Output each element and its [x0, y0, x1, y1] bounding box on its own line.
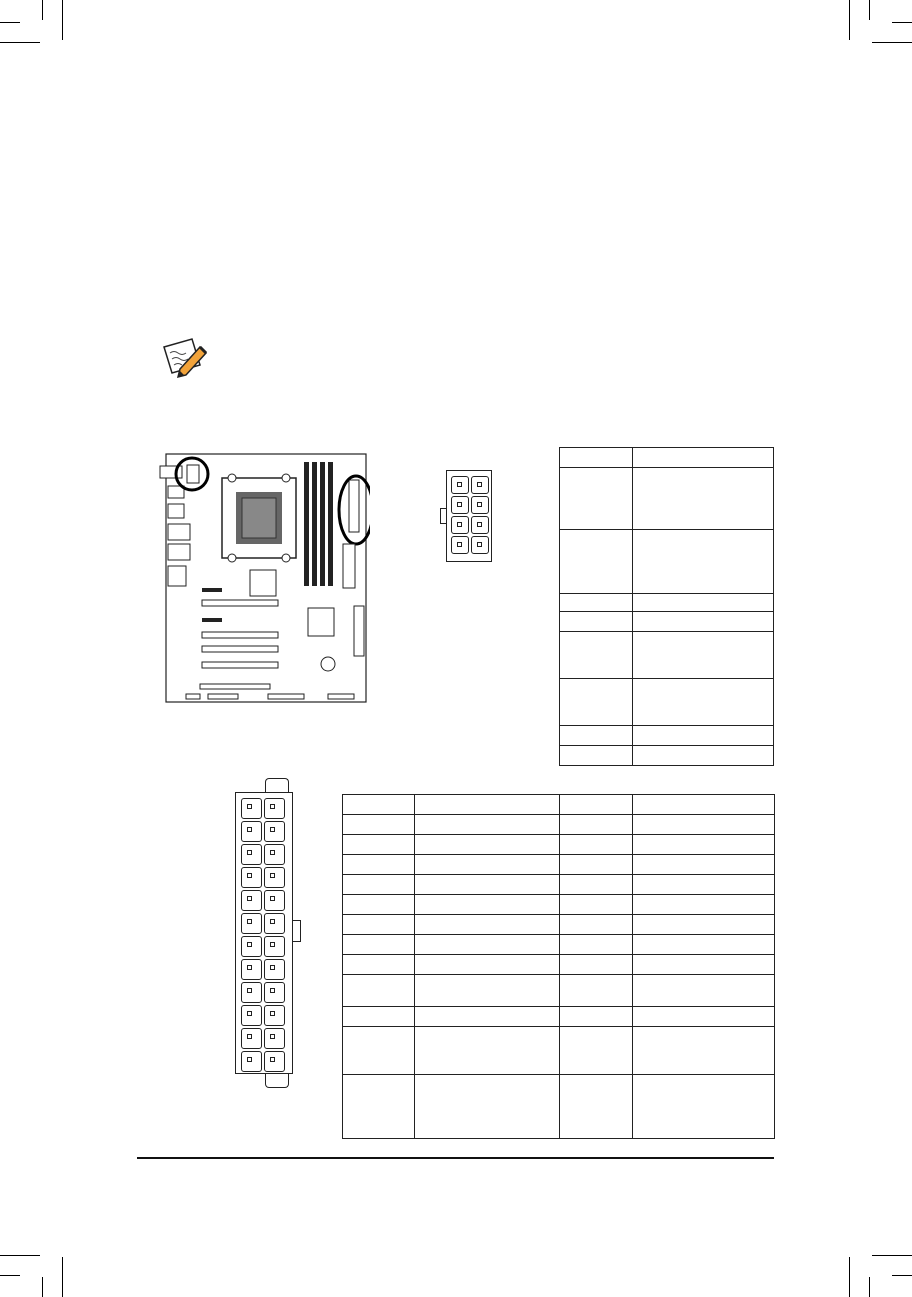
- pin: [241, 821, 262, 842]
- table-row: [560, 746, 774, 766]
- table-row: [560, 612, 774, 632]
- crop-mark: [42, 1277, 43, 1297]
- pin: [241, 936, 262, 957]
- table-row: [343, 835, 775, 855]
- table-row: [343, 935, 775, 955]
- pin: [241, 798, 262, 819]
- table-row: [343, 955, 775, 975]
- pencil-note-icon: [160, 335, 210, 379]
- table-row: [343, 895, 775, 915]
- pin: [241, 959, 262, 980]
- table-row: [343, 875, 775, 895]
- pin: [264, 890, 285, 911]
- pin: [264, 1051, 285, 1072]
- atx-12v-connector-diagram: [440, 470, 492, 562]
- pin: [264, 959, 285, 980]
- table-row: [343, 1027, 775, 1075]
- pin: [264, 844, 285, 865]
- crop-mark: [872, 42, 912, 43]
- pin: [264, 798, 285, 819]
- pin: [264, 1005, 285, 1026]
- pin: [241, 1005, 262, 1026]
- footer-rule: [137, 1157, 774, 1159]
- pin: [264, 936, 285, 957]
- pin: [241, 867, 262, 888]
- crop-mark: [849, 1257, 850, 1297]
- pin: [471, 476, 489, 494]
- table-row: [560, 726, 774, 746]
- pin: [264, 982, 285, 1003]
- pin: [451, 496, 469, 514]
- crop-mark: [62, 0, 63, 40]
- table-row: [560, 679, 774, 726]
- table-row: [560, 468, 774, 530]
- crop-mark: [872, 1255, 912, 1256]
- table-row: [560, 448, 774, 468]
- pin: [471, 536, 489, 554]
- table-row: [343, 815, 775, 835]
- crop-mark: [869, 0, 870, 20]
- crop-mark: [849, 0, 850, 40]
- crop-mark: [0, 22, 20, 23]
- crop-mark: [62, 1257, 63, 1297]
- table-row: [560, 530, 774, 594]
- table-row: [343, 855, 775, 875]
- table-row: [560, 594, 774, 612]
- pin: [241, 1051, 262, 1072]
- pin: [471, 496, 489, 514]
- pin: [241, 890, 262, 911]
- table-row: [343, 915, 775, 935]
- table-row: [343, 1075, 775, 1139]
- crop-mark: [0, 42, 40, 43]
- crop-mark: [42, 0, 43, 20]
- crop-mark: [869, 1277, 870, 1297]
- crop-mark: [892, 22, 912, 23]
- pin: [241, 844, 262, 865]
- table-row: [343, 1007, 775, 1027]
- pin: [241, 913, 262, 934]
- crop-mark: [0, 1255, 40, 1256]
- table-row: [343, 795, 775, 815]
- table-row: [560, 632, 774, 679]
- table-row: [343, 975, 775, 1007]
- pin: [241, 1028, 262, 1049]
- atx-main-pin-table: [342, 794, 775, 1139]
- pin: [471, 516, 489, 534]
- crop-mark: [892, 1275, 912, 1276]
- crop-mark: [0, 1275, 20, 1276]
- pin: [451, 516, 469, 534]
- pin: [451, 536, 469, 554]
- pin: [451, 476, 469, 494]
- pin: [264, 913, 285, 934]
- motherboard-diagram: [158, 448, 370, 706]
- pin: [264, 1028, 285, 1049]
- pin: [264, 867, 285, 888]
- atx-12v-pin-table: [559, 447, 774, 766]
- pin: [241, 982, 262, 1003]
- pin: [264, 821, 285, 842]
